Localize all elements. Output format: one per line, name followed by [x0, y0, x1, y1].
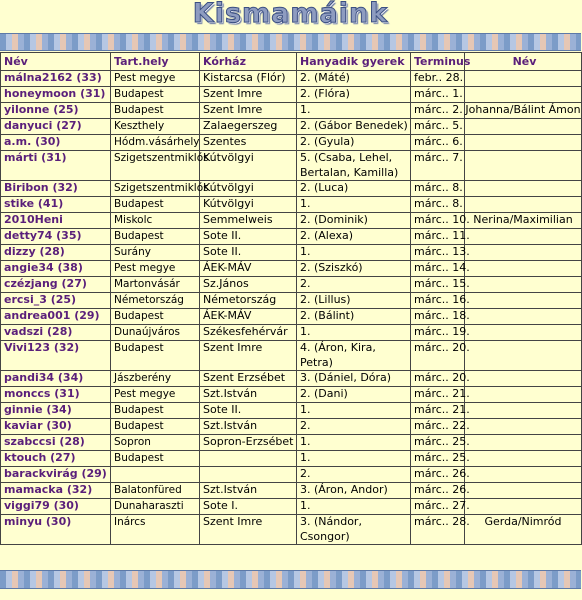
- cell-hospital: Sopron-Erzsébet: [200, 435, 297, 451]
- header-baby-name: Név: [465, 53, 582, 71]
- table-row: [1, 261, 582, 277]
- cell-child: 2. (Alexa): [297, 229, 411, 245]
- cell-baby-name: [465, 451, 582, 467]
- cell-child: 4. (Áron, Kira, Petra): [297, 341, 411, 371]
- cell-baby-name: [465, 261, 582, 277]
- cell-hospital: Sote II.: [200, 229, 297, 245]
- cell-location: Miskolc: [111, 213, 200, 229]
- cell-term: márc.. 25.: [411, 451, 465, 467]
- cell-term: márc.. 1.: [411, 87, 465, 103]
- table-row: [1, 229, 582, 245]
- cell-baby-name: [465, 499, 582, 515]
- cell-hospital: Sote II.: [200, 245, 297, 261]
- cell-name: barackvirág (29): [1, 467, 111, 483]
- cell-term: márc.. 7.: [411, 151, 465, 181]
- cell-hospital: Kútvölgyi: [200, 197, 297, 213]
- cell-baby-name: [465, 181, 582, 197]
- header-hanyadik: Hanyadik gyerek: [297, 53, 411, 71]
- cell-child: 3. (Dániel, Dóra): [297, 371, 411, 387]
- cell-name: angie34 (38): [1, 261, 111, 277]
- cell-hospital: Kistarcsa (Flór): [200, 71, 297, 87]
- table-row: [1, 181, 582, 197]
- cell-baby-name: [465, 119, 582, 135]
- cell-child: 1.: [297, 245, 411, 261]
- cell-term: márc.. 8.: [411, 197, 465, 213]
- cell-name: andrea001 (29): [1, 309, 111, 325]
- cell-term: márc.. 11.: [411, 229, 465, 245]
- cell-location: Budapest: [111, 419, 200, 435]
- cell-child: 2. (Bálint): [297, 309, 411, 325]
- cell-location: Szigetszentmiklós: [111, 151, 200, 181]
- cell-term: márc.. 6.: [411, 135, 465, 151]
- table-row: [1, 135, 582, 151]
- table-row: [1, 467, 582, 483]
- cell-child: 1.: [297, 197, 411, 213]
- cell-baby-name: [465, 309, 582, 325]
- cell-baby-name: [465, 71, 582, 87]
- cell-location: Budapest: [111, 403, 200, 419]
- cell-baby-name: [465, 403, 582, 419]
- cell-term: márc.. 26.: [411, 483, 465, 499]
- cell-name: málna2162 (33): [1, 71, 111, 87]
- cell-location: Budapest: [111, 229, 200, 245]
- table-row: [1, 419, 582, 435]
- cell-term: márc.. 2.: [411, 103, 465, 119]
- cell-baby-name: [465, 277, 582, 293]
- cell-hospital: Szent Imre: [200, 103, 297, 119]
- cell-name: a.m. (30): [1, 135, 111, 151]
- cell-name: vadszi (28): [1, 325, 111, 341]
- cell-location: Pest megye: [111, 387, 200, 403]
- cell-location: Budapest: [111, 87, 200, 103]
- table-row: [1, 277, 582, 293]
- table-row: [1, 515, 582, 545]
- cell-baby-name: [465, 483, 582, 499]
- cell-term: márc.. 19.: [411, 325, 465, 341]
- cell-child: 3. (Nándor, Csongor): [297, 515, 411, 545]
- cell-hospital: ÁEK-MÁV: [200, 309, 297, 325]
- cell-name: czézjang (27): [1, 277, 111, 293]
- cell-location: Szigetszentmiklós: [111, 181, 200, 197]
- cell-term: márc.. 5.: [411, 119, 465, 135]
- cell-location: Balatonfüred: [111, 483, 200, 499]
- cell-location: Keszthely: [111, 119, 200, 135]
- cell-baby-name: [465, 87, 582, 103]
- table-row: [1, 103, 582, 119]
- table-row: [1, 371, 582, 387]
- cell-name: márti (31): [1, 151, 111, 181]
- table-row: [1, 309, 582, 325]
- cell-location: Hódm.vásárhely: [111, 135, 200, 151]
- cell-term: márc.. 13.: [411, 245, 465, 261]
- cell-baby-name: Gerda/Nimród: [465, 515, 582, 545]
- cell-term: márc.. 8.: [411, 181, 465, 197]
- table-row: [1, 119, 582, 135]
- cell-hospital: Szentes: [200, 135, 297, 151]
- cell-hospital: Kútvölgyi: [200, 151, 297, 181]
- cell-child: 1.: [297, 103, 411, 119]
- table-row: [1, 341, 582, 371]
- cell-location: Budapest: [111, 103, 200, 119]
- cell-baby-name: [465, 387, 582, 403]
- cell-child: 2. (Dominik): [297, 213, 411, 229]
- cell-name: honeymoon (31): [1, 87, 111, 103]
- cell-location: Martonvásár: [111, 277, 200, 293]
- cell-hospital: Szt.István: [200, 483, 297, 499]
- cell-hospital: Semmelweis: [200, 213, 297, 229]
- cell-name: ktouch (27): [1, 451, 111, 467]
- cell-baby-name: [465, 229, 582, 245]
- cell-term: márc.. 20.: [411, 341, 465, 371]
- cell-name: viggi79 (30): [1, 499, 111, 515]
- cell-term: márc.. 22.: [411, 419, 465, 435]
- header-tarthely: Tart.hely: [111, 53, 200, 71]
- table-row: [1, 435, 582, 451]
- cell-baby-name: [465, 135, 582, 151]
- table-row: [1, 387, 582, 403]
- table-row: [1, 403, 582, 419]
- cell-hospital: Szent Erzsébet: [200, 371, 297, 387]
- cell-location: Inárcs: [111, 515, 200, 545]
- cell-location: Németország: [111, 293, 200, 309]
- cell-name: danyuci (27): [1, 119, 111, 135]
- cell-child: 2. (Flóra): [297, 87, 411, 103]
- cell-hospital: Szent Imre: [200, 341, 297, 371]
- cell-name: monccs (31): [1, 387, 111, 403]
- cell-child: 2.: [297, 419, 411, 435]
- cell-location: [111, 467, 200, 483]
- cell-hospital: Sz.János: [200, 277, 297, 293]
- cell-name: dizzy (28): [1, 245, 111, 261]
- cell-baby-name: [465, 325, 582, 341]
- table-row: [1, 151, 582, 181]
- cell-hospital: Szt.István: [200, 419, 297, 435]
- cell-term: márc.. 21.: [411, 403, 465, 419]
- cell-hospital: Németország: [200, 293, 297, 309]
- cell-hospital: Sote I.: [200, 499, 297, 515]
- cell-location: Dunaújváros: [111, 325, 200, 341]
- cell-child: 1.: [297, 403, 411, 419]
- cell-hospital: Székesfehérvár: [200, 325, 297, 341]
- cell-hospital: [200, 451, 297, 467]
- cell-child: 2. (Dani): [297, 387, 411, 403]
- cell-location: Pest megye: [111, 71, 200, 87]
- cell-child: 1.: [297, 325, 411, 341]
- cell-location: Budapest: [111, 197, 200, 213]
- decorative-border-bottom: [0, 570, 581, 589]
- cell-child: 2. (Máté): [297, 71, 411, 87]
- cell-name: 2010Heni: [1, 213, 111, 229]
- cell-child: 3. (Áron, Andor): [297, 483, 411, 499]
- header-korhaz: Kórház: [200, 53, 297, 71]
- cell-location: Budapest: [111, 451, 200, 467]
- cell-hospital: Szent Imre: [200, 87, 297, 103]
- cell-name: ginnie (34): [1, 403, 111, 419]
- cell-location: Budapest: [111, 309, 200, 325]
- table-row: [1, 483, 582, 499]
- cell-location: Surány: [111, 245, 200, 261]
- cell-hospital: ÁEK-MÁV: [200, 261, 297, 277]
- cell-hospital: Szent Imre: [200, 515, 297, 545]
- cell-baby-name: [465, 151, 582, 181]
- cell-child: 1.: [297, 435, 411, 451]
- cell-hospital: Szt.István: [200, 387, 297, 403]
- cell-baby-name: [465, 371, 582, 387]
- cell-term: márc.. 18.: [411, 309, 465, 325]
- cell-name: kaviar (30): [1, 419, 111, 435]
- cell-hospital: Zalaegerszeg: [200, 119, 297, 135]
- decorative-border-top: [0, 33, 581, 51]
- cell-term: febr.. 28.: [411, 71, 465, 87]
- table-row: [1, 197, 582, 213]
- cell-hospital: Sote II.: [200, 403, 297, 419]
- cell-term: márc.. 14.: [411, 261, 465, 277]
- cell-location: Dunaharaszti: [111, 499, 200, 515]
- cell-baby-name: [465, 293, 582, 309]
- cell-name: Vivi123 (32): [1, 341, 111, 371]
- cell-baby-name: [465, 197, 582, 213]
- cell-baby-name: [465, 341, 582, 371]
- table-row: [1, 293, 582, 309]
- cell-name: szabccsi (28): [1, 435, 111, 451]
- cell-baby-name: [465, 435, 582, 451]
- cell-name: stike (41): [1, 197, 111, 213]
- page-title: Kismamáink: [192, 0, 389, 29]
- cell-hospital: [200, 467, 297, 483]
- cell-baby-name: Johanna/Bálint Ámon: [465, 103, 582, 119]
- table-header-row: [1, 53, 582, 71]
- cell-name: detty74 (35): [1, 229, 111, 245]
- header-nev: Név: [1, 53, 111, 71]
- cell-child: 2.: [297, 467, 411, 483]
- table-row: [1, 87, 582, 103]
- cell-term: márc.. 16.: [411, 293, 465, 309]
- cell-baby-name: [465, 245, 582, 261]
- cell-baby-name: [465, 467, 582, 483]
- cell-term: márc.. 15.: [411, 277, 465, 293]
- cell-baby-name: [465, 419, 582, 435]
- cell-child: 2. (Sziszkó): [297, 261, 411, 277]
- cell-location: Jászberény: [111, 371, 200, 387]
- cell-child: 2. (Lillus): [297, 293, 411, 309]
- cell-term: márc.. 10.: [411, 213, 465, 229]
- cell-child: 2.: [297, 277, 411, 293]
- table-row: [1, 71, 582, 87]
- cell-name: mamacka (32): [1, 483, 111, 499]
- cell-child: 1.: [297, 451, 411, 467]
- cell-location: Pest megye: [111, 261, 200, 277]
- cell-location: Sopron: [111, 435, 200, 451]
- cell-name: Biribon (32): [1, 181, 111, 197]
- cell-child: 1.: [297, 499, 411, 515]
- table-row: [1, 499, 582, 515]
- cell-term: márc.. 27.: [411, 499, 465, 515]
- table-row: [1, 325, 582, 341]
- cell-term: márc.. 25.: [411, 435, 465, 451]
- cell-name: yilonne (25): [1, 103, 111, 119]
- cell-baby-name: Nerina/Maximilian: [465, 213, 582, 229]
- cell-child: 2. (Luca): [297, 181, 411, 197]
- header-terminus: Terminus: [411, 53, 465, 71]
- table-row: [1, 245, 582, 261]
- cell-term: márc.. 20.: [411, 371, 465, 387]
- cell-location: Budapest: [111, 341, 200, 371]
- cell-hospital: Kútvölgyi: [200, 181, 297, 197]
- cell-child: 2. (Gábor Benedek): [297, 119, 411, 135]
- cell-name: ercsi_3 (25): [1, 293, 111, 309]
- cell-term: márc.. 28.: [411, 515, 465, 545]
- cell-child: 2. (Gyula): [297, 135, 411, 151]
- members-table: [0, 52, 582, 545]
- table-row: [1, 213, 582, 229]
- cell-name: minyu (30): [1, 515, 111, 545]
- cell-child: 5. (Csaba, Lehel, Bertalan, Kamilla): [297, 151, 411, 181]
- cell-term: márc.. 21.: [411, 387, 465, 403]
- cell-term: márc.. 26.: [411, 467, 465, 483]
- cell-name: pandi34 (34): [1, 371, 111, 387]
- table-row: [1, 451, 582, 467]
